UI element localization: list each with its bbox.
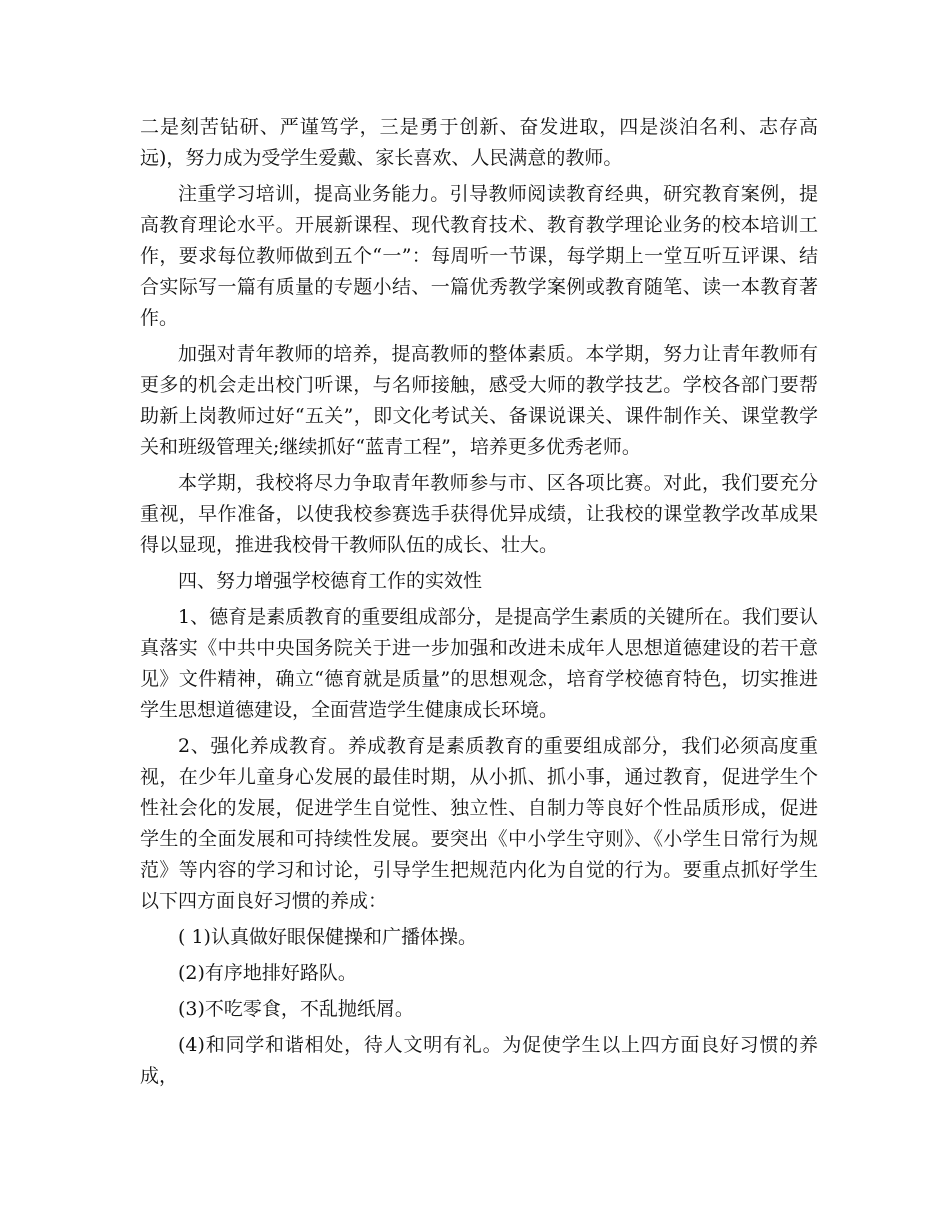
paragraph-5: 1、德育是素质教育的重要组成部分，是提高学生素质的关键所在。我们要认真落实《中共中央国务院关于进一步加强和改进未成年人思想道德建设的若干意见》文件精神，确立“德育就是质量”的思想观念，培育学校德育特色，切实推进学生思想道德建设，全面营造学生健康成长环境。 <box>140 606 818 721</box>
list-item-1: ( 1)认真做好眼保健操和广播体操。 <box>178 926 477 948</box>
paragraph-2: 注重学习培训，提高业务能力。引导教师阅读教育经典，研究教育案例，提高教育理论水平。开展新课程、现代教育技术、教育教学理论业务的校本培训工作，要求每位教师做到五个“一”：每周听一节课，每学期上一堂互听互评课、结合实际写一篇有质量的专题小结、一篇优秀教学案例或教育随笔、读一本教育著作。 <box>140 183 818 329</box>
list-item-2: (2)有序地排好路队。 <box>178 962 357 984</box>
document-body <box>140 112 818 1097</box>
list-item-3: (3)不吃零食，不乱抛纸屑。 <box>178 998 414 1020</box>
paragraph-4: 本学期，我校将尽力争取青年教师参与市、区各项比赛。对此，我们要充分重视，早作准备，以使我校参赛选手获得优异成绩，让我校的课堂教学改革成果得以显现，推进我校骨干教师队伍的成长、壮大。 <box>140 472 818 556</box>
paragraph-1: 二是刻苦钻研、严谨笃学，三是勇于创新、奋发进取，四是淡泊名利、志存高远)，努力成为受学生爱戴、家长喜欢、人民满意的教师。 <box>140 116 818 169</box>
section-heading-4: 四、努力增强学校德育工作的实效性 <box>178 570 483 592</box>
list-item-4: (4)和同学和谐相处，待人文明有礼。为促使学生以上四方面良好习惯的养成， <box>140 1034 818 1087</box>
paragraph-6: 2、强化养成教育。养成教育是素质教育的重要组成部分，我们必须高度重视，在少年儿童身心发展的最佳时期，从小抓、抓小事，通过教育，促进学生个性社会化的发展，促进学生自觉性、独立性、自制力等良好个性品质形成，促进学生的全面发展和可持续性发展。要突出《中小学生守则》、《小学生日常行为规范》等内容的学习和讨论，引导学生把规范内化为自觉的行为。要重点抓好学生以下四方面良好习惯的养成： <box>140 735 818 912</box>
paragraph-3: 加强对青年教师的培养，提高教师的整体素质。本学期，努力让青年教师有更多的机会走出校门听课，与名师接触，感受大师的教学技艺。学校各部门要帮助新上岗教师过好“五关”，即文化考试关、备课说课关、课件制作关、课堂教学关和班级管理关;继续抓好“蓝青工程”，培养更多优秀老师。 <box>140 343 818 458</box>
